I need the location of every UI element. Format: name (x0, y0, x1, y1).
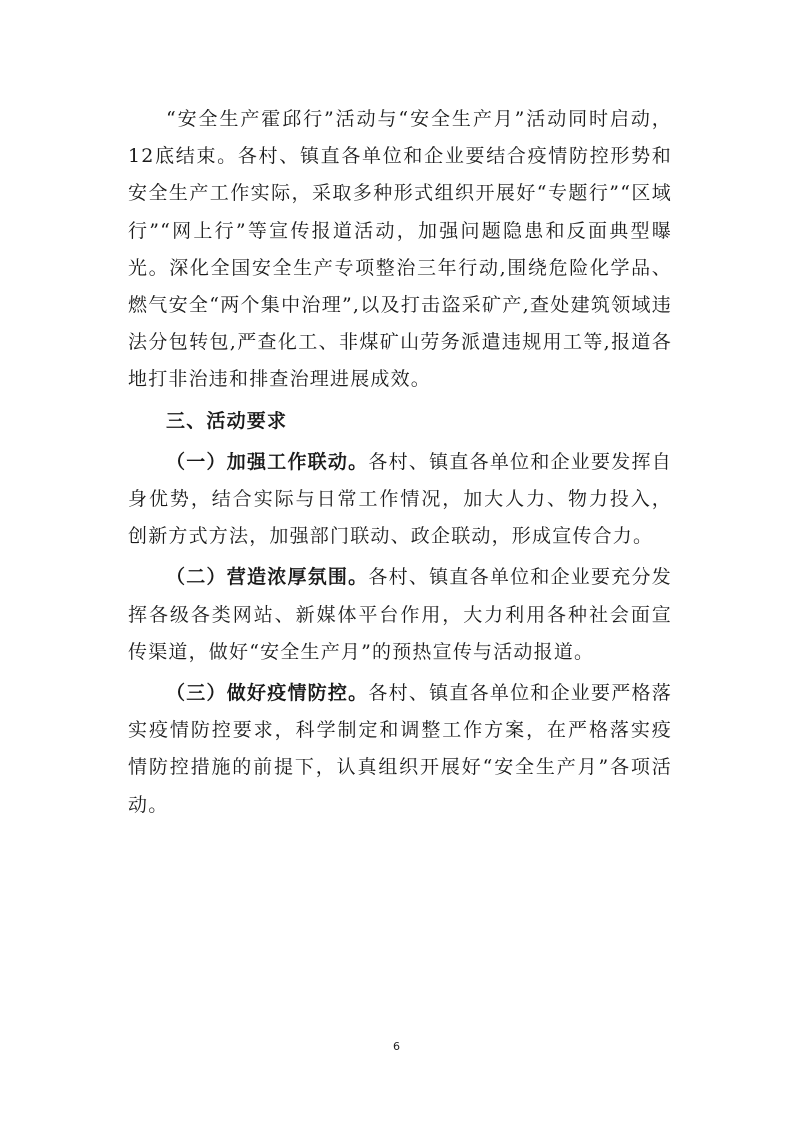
requirement-paragraph-1 (128, 444, 672, 556)
document-body (128, 101, 672, 824)
page-number: 6 (393, 1040, 400, 1053)
requirement-body-2: 各村、镇直各单位和企业要充分发挥各级各类网站、新媒体平台作用，大力利用各种社会面宣传渠道，做好“安全生产月”的预热宣传与活动报道。 (128, 566, 672, 663)
requirement-title-2: （二）营造浓厚氛围。 (166, 566, 369, 589)
requirement-paragraph-3 (128, 675, 672, 824)
requirement-body-1: 各村、镇直各单位和企业要发挥自身优势，结合实际与日常工作情况，加大人力、物力投入，创新方式方法，加强部门联动、政企联动，形成宣传合力。 (128, 450, 672, 548)
section-heading: 三、活动要求 (166, 409, 288, 432)
intro-paragraph: “安全生产霍邱行”活动与“安全生产月”活动同时启动，12底结束。各村、镇直各单位和企业要结合疫情防控形势和安全生产工作实际，采取多种形式组织开展好“专题行”“区域行”“网上行”等宣传报道活动，加强问题隐患和反面典型曝光。深化全国安全生产专项整治三年行动,围绕危险化学品、燃气安全“两个集中治理”,以及打击盗采矿产,查处建筑领域违法分包转包,严查化工、非煤矿山劳务派遣违规用工等,报道各地打非治违和排查治理进展成效。 (128, 108, 672, 391)
requirement-body-3: 各村、镇直各单位和企业要严格落实疫情防控要求，科学制定和调整工作方案，在严格落实疫情防控措施的前提下，认真组织开展好“安全生产月”各项活动。 (128, 682, 672, 816)
requirement-title-1: （一）加强工作联动。 (166, 450, 369, 473)
requirement-paragraph-2 (128, 559, 672, 671)
requirement-title-3: （三）做好疫情防控。 (166, 682, 369, 705)
